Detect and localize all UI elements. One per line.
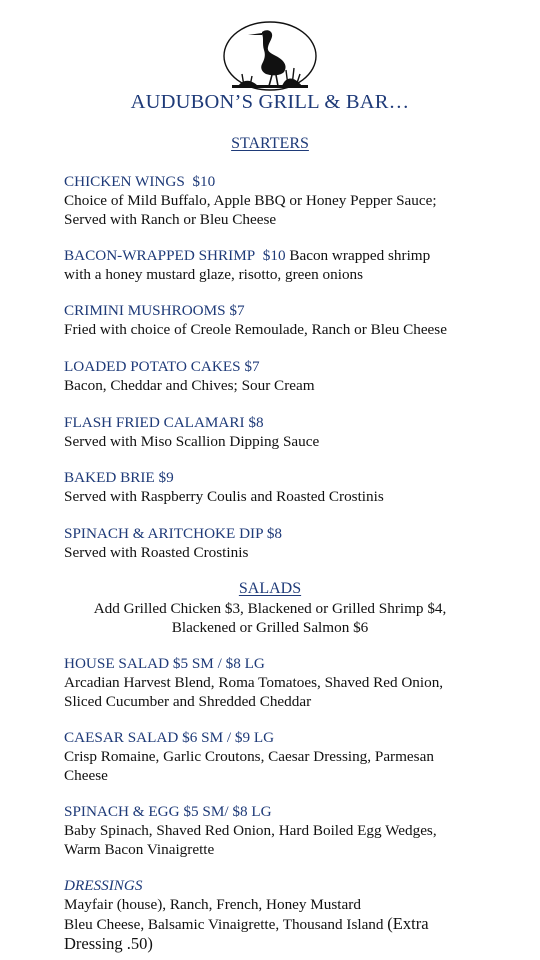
menu-item-house-salad (64, 654, 534, 711)
item-desc: with a honey mustard glaze, risotto, green onions (64, 266, 364, 283)
item-desc: Served with Miso Scallion Dipping Sauce (64, 433, 320, 450)
salads-heading: SALADS (238, 580, 302, 597)
starters-heading: STARTERS (231, 135, 309, 152)
menu-item-chicken-wings (64, 172, 534, 229)
menu-item-spinach-artichoke-dip (64, 524, 534, 562)
item-desc: Served with Raspberry Coulis and Roasted Crostinis (64, 488, 384, 505)
item-desc: Arcadian Harvest Blend, Roma Tomatoes, Shaved Red Onion, (64, 674, 444, 691)
menu-item-crimini-mushrooms (64, 301, 534, 339)
dressings-line: Bleu Cheese, Balsamic Vinaigrette, Thousand Island (64, 916, 384, 933)
item-price: $9 (158, 469, 174, 486)
menu-item-bacon-wrapped-shrimp (64, 246, 534, 284)
note-line: Add Grilled Chicken $3, Blackened or Grilled Shrimp $4, (93, 600, 447, 617)
extra-dressing-note: (Extra (387, 914, 429, 933)
item-desc: Bacon wrapped shrimp (289, 247, 431, 264)
item-desc: Baby Spinach, Shaved Red Onion, Hard Boiled Egg Wedges, (64, 822, 437, 839)
restaurant-name: AUDUBON’S GRILL & BAR… (130, 91, 410, 113)
item-price: $10 (262, 247, 286, 264)
item-name: FLASH FRIED CALAMARI (64, 414, 245, 431)
item-desc: Sliced Cucumber and Shredded Cheddar (64, 693, 312, 710)
item-desc: Warm Bacon Vinaigrette (64, 841, 215, 858)
item-price: $6 SM / $9 LG (182, 729, 275, 746)
item-name: HOUSE SALAD (64, 655, 170, 672)
item-price: $5 SM / $8 LG (172, 655, 265, 672)
item-name: CRIMINI MUSHROOMS (64, 302, 226, 319)
item-name: CHICKEN WINGS (64, 173, 185, 190)
menu-item-baked-brie (64, 468, 534, 506)
dressings-title: DRESSINGS (64, 877, 143, 894)
item-price: $5 SM/ $8 LG (183, 803, 272, 820)
item-name: LOADED POTATO CAKES (64, 358, 241, 375)
item-name: BAKED BRIE (64, 469, 155, 486)
salad-addons-note (0, 599, 540, 637)
item-name: SPINACH & EGG (64, 803, 180, 820)
note-line: Blackened or Grilled Salmon $6 (171, 619, 369, 636)
item-price: $8 (266, 525, 282, 542)
item-price: $7 (244, 358, 260, 375)
item-desc: Crisp Romaine, Garlic Croutons, Caesar Dressing, Parmesan (64, 748, 434, 765)
item-desc: Served with Roasted Crostinis (64, 544, 249, 561)
item-price: $8 (248, 414, 264, 431)
item-desc: Choice of Mild Buffalo, Apple BBQ or Honey Pepper Sauce; (64, 192, 437, 209)
heron-logo-icon (222, 20, 318, 96)
menu-item-loaded-potato-cakes (64, 357, 534, 395)
menu-item-caesar-salad (64, 728, 534, 785)
menu-item-flash-fried-calamari (64, 413, 534, 451)
item-desc: Fried with choice of Creole Remoulade, Ranch or Bleu Cheese (64, 321, 447, 338)
item-desc: Cheese (64, 767, 108, 784)
dressings-section (64, 876, 534, 954)
item-price: $10 (192, 173, 216, 190)
item-name: SPINACH & ARITCHOKE DIP (64, 525, 264, 542)
item-name: BACON-WRAPPED SHRIMP (64, 247, 256, 264)
dressings-line: Mayfair (house), Ranch, French, Honey Mustard (64, 896, 361, 913)
item-price: $7 (229, 302, 245, 319)
extra-dressing-note: Dressing .50) (64, 934, 153, 953)
menu-item-spinach-egg (64, 802, 534, 859)
item-desc: Served with Ranch or Bleu Cheese (64, 211, 277, 228)
item-name: CAESAR SALAD (64, 729, 179, 746)
item-desc: Bacon, Cheddar and Chives; Sour Cream (64, 377, 315, 394)
